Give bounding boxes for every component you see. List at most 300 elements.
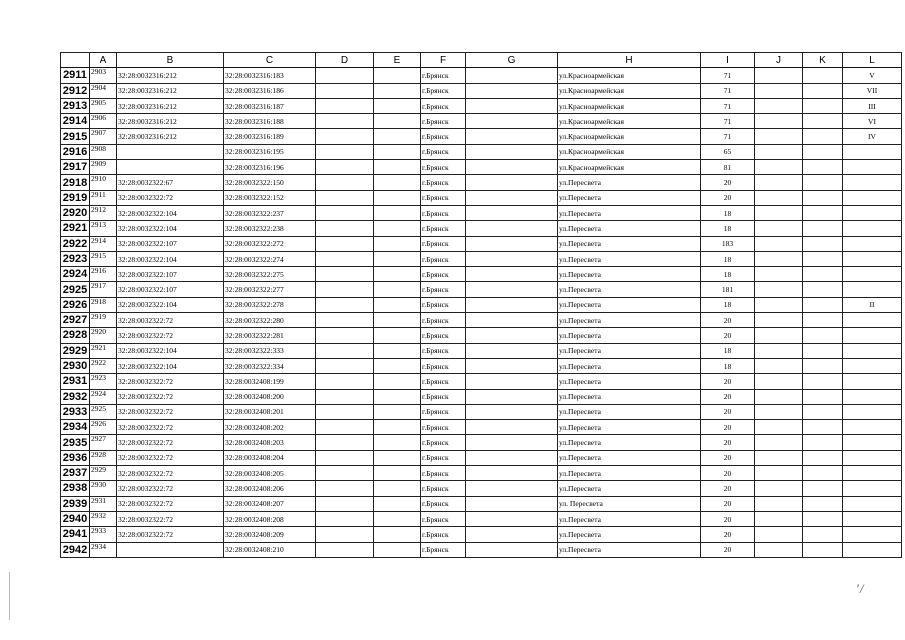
row-number[interactable]: 2939	[61, 496, 90, 511]
cell-i[interactable]: 81	[701, 160, 755, 175]
cell-f[interactable]: г.Брянск	[421, 68, 466, 83]
cell-h[interactable]: ул.Красноармейская	[558, 144, 701, 159]
cell-g[interactable]	[466, 328, 558, 343]
cell-f[interactable]: г.Брянск	[421, 542, 466, 557]
cell-f[interactable]: г.Брянск	[421, 236, 466, 251]
cell-i[interactable]: 20	[701, 389, 755, 404]
cell-j[interactable]	[755, 129, 803, 144]
cell-d[interactable]	[316, 420, 374, 435]
cell-d[interactable]	[316, 68, 374, 83]
cell-g[interactable]	[466, 358, 558, 373]
cell-a[interactable]: 2920	[90, 328, 117, 343]
cell-i[interactable]: 18	[701, 251, 755, 266]
cell-d[interactable]	[316, 144, 374, 159]
row-number[interactable]: 2913	[61, 98, 90, 113]
cell-k[interactable]	[803, 175, 843, 190]
row-number[interactable]: 2931	[61, 374, 90, 389]
cell-c[interactable]: 32:28:0032408:209	[224, 527, 316, 542]
cell-i[interactable]: 20	[701, 435, 755, 450]
cell-h[interactable]: ул.Пересвета	[558, 297, 701, 312]
cell-h[interactable]: ул.Пересвета	[558, 450, 701, 465]
cell-d[interactable]	[316, 221, 374, 236]
cell-a[interactable]: 2928	[90, 450, 117, 465]
cell-k[interactable]	[803, 297, 843, 312]
cell-b[interactable]	[117, 160, 224, 175]
cell-k[interactable]	[803, 144, 843, 159]
cell-l[interactable]	[843, 282, 902, 297]
cell-l[interactable]	[843, 343, 902, 358]
cell-i[interactable]: 20	[701, 374, 755, 389]
cell-e[interactable]	[374, 236, 421, 251]
cell-l[interactable]	[843, 313, 902, 328]
cell-e[interactable]	[374, 466, 421, 481]
cell-g[interactable]	[466, 190, 558, 205]
row-number[interactable]: 2925	[61, 282, 90, 297]
cell-f[interactable]: г.Брянск	[421, 83, 466, 98]
cell-b[interactable]: 32:28:0032322:72	[117, 313, 224, 328]
cell-a[interactable]: 2912	[90, 205, 117, 220]
cell-e[interactable]	[374, 511, 421, 526]
cell-k[interactable]	[803, 221, 843, 236]
cell-g[interactable]	[466, 450, 558, 465]
cell-g[interactable]	[466, 343, 558, 358]
cell-h[interactable]: ул.Пересвета	[558, 221, 701, 236]
cell-k[interactable]	[803, 374, 843, 389]
cell-e[interactable]	[374, 175, 421, 190]
cell-c[interactable]: 32:28:0032322:238	[224, 221, 316, 236]
row-number[interactable]: 2932	[61, 389, 90, 404]
cell-j[interactable]	[755, 236, 803, 251]
cell-e[interactable]	[374, 297, 421, 312]
cell-h[interactable]: ул.Пересвета	[558, 466, 701, 481]
cell-e[interactable]	[374, 313, 421, 328]
cell-l[interactable]	[843, 542, 902, 557]
cell-e[interactable]	[374, 435, 421, 450]
cell-c[interactable]: 32:28:0032322:274	[224, 251, 316, 266]
cell-j[interactable]	[755, 251, 803, 266]
column-header-e[interactable]: E	[374, 53, 421, 68]
cell-l[interactable]	[843, 205, 902, 220]
cell-h[interactable]: ул.Пересвета	[558, 313, 701, 328]
cell-b[interactable]: 32:28:0032316:212	[117, 68, 224, 83]
cell-f[interactable]: г.Брянск	[421, 175, 466, 190]
row-number[interactable]: 2933	[61, 404, 90, 419]
cell-j[interactable]	[755, 374, 803, 389]
cell-b[interactable]: 32:28:0032322:104	[117, 251, 224, 266]
cell-d[interactable]	[316, 251, 374, 266]
cell-j[interactable]	[755, 450, 803, 465]
cell-f[interactable]: г.Брянск	[421, 282, 466, 297]
cell-l[interactable]: II	[843, 297, 902, 312]
cell-c[interactable]: 32:28:0032322:152	[224, 190, 316, 205]
cell-h[interactable]: ул.Пересвета	[558, 236, 701, 251]
cell-l[interactable]	[843, 466, 902, 481]
cell-c[interactable]: 32:28:0032322:334	[224, 358, 316, 373]
cell-g[interactable]	[466, 160, 558, 175]
row-number[interactable]: 2929	[61, 343, 90, 358]
cell-d[interactable]	[316, 511, 374, 526]
cell-i[interactable]: 18	[701, 343, 755, 358]
column-header-d[interactable]: D	[316, 53, 374, 68]
cell-h[interactable]: ул.Пересвета	[558, 420, 701, 435]
cell-e[interactable]	[374, 267, 421, 282]
cell-i[interactable]: 18	[701, 358, 755, 373]
cell-e[interactable]	[374, 68, 421, 83]
cell-a[interactable]: 2918	[90, 297, 117, 312]
cell-h[interactable]: ул.Пересвета	[558, 389, 701, 404]
cell-c[interactable]: 32:28:0032316:183	[224, 68, 316, 83]
cell-e[interactable]	[374, 527, 421, 542]
corner-cell[interactable]	[61, 53, 90, 68]
cell-e[interactable]	[374, 343, 421, 358]
cell-l[interactable]	[843, 358, 902, 373]
cell-b[interactable]: 32:28:0032316:212	[117, 83, 224, 98]
cell-d[interactable]	[316, 466, 374, 481]
cell-c[interactable]: 32:28:0032322:275	[224, 267, 316, 282]
cell-c[interactable]: 32:28:0032316:195	[224, 144, 316, 159]
cell-f[interactable]: г.Брянск	[421, 389, 466, 404]
cell-h[interactable]: ул.Красноармейская	[558, 160, 701, 175]
column-header-g[interactable]: G	[466, 53, 558, 68]
cell-b[interactable]	[117, 144, 224, 159]
cell-k[interactable]	[803, 404, 843, 419]
cell-c[interactable]: 32:28:0032408:208	[224, 511, 316, 526]
cell-c[interactable]: 32:28:0032408:210	[224, 542, 316, 557]
cell-a[interactable]: 2914	[90, 236, 117, 251]
row-number[interactable]: 2922	[61, 236, 90, 251]
cell-g[interactable]	[466, 236, 558, 251]
column-header-i[interactable]: I	[701, 53, 755, 68]
cell-h[interactable]: ул. Пересвета	[558, 496, 701, 511]
cell-i[interactable]: 65	[701, 144, 755, 159]
column-header-b[interactable]: B	[117, 53, 224, 68]
cell-i[interactable]: 71	[701, 98, 755, 113]
cell-c[interactable]: 32:28:0032408:200	[224, 389, 316, 404]
cell-f[interactable]: г.Брянск	[421, 190, 466, 205]
cell-j[interactable]	[755, 542, 803, 557]
cell-i[interactable]: 18	[701, 297, 755, 312]
row-number[interactable]: 2915	[61, 129, 90, 144]
column-header-c[interactable]: C	[224, 53, 316, 68]
cell-g[interactable]	[466, 175, 558, 190]
cell-h[interactable]: ул.Красноармейская	[558, 129, 701, 144]
cell-j[interactable]	[755, 205, 803, 220]
cell-i[interactable]: 20	[701, 404, 755, 419]
cell-k[interactable]	[803, 251, 843, 266]
cell-e[interactable]	[374, 450, 421, 465]
cell-b[interactable]: 32:28:0032322:104	[117, 343, 224, 358]
cell-f[interactable]: г.Брянск	[421, 160, 466, 175]
cell-b[interactable]: 32:28:0032322:72	[117, 466, 224, 481]
row-number[interactable]: 2928	[61, 328, 90, 343]
cell-k[interactable]	[803, 542, 843, 557]
cell-f[interactable]: г.Брянск	[421, 205, 466, 220]
cell-f[interactable]: г.Брянск	[421, 297, 466, 312]
row-number[interactable]: 2926	[61, 297, 90, 312]
cell-c[interactable]: 32:28:0032316:187	[224, 98, 316, 113]
cell-b[interactable]: 32:28:0032322:72	[117, 404, 224, 419]
row-number[interactable]: 2911	[61, 68, 90, 83]
cell-h[interactable]: ул.Пересвета	[558, 435, 701, 450]
cell-g[interactable]	[466, 389, 558, 404]
column-header-f[interactable]: F	[421, 53, 466, 68]
row-number[interactable]: 2920	[61, 205, 90, 220]
cell-b[interactable]: 32:28:0032322:104	[117, 221, 224, 236]
row-number[interactable]: 2938	[61, 481, 90, 496]
cell-d[interactable]	[316, 542, 374, 557]
cell-j[interactable]	[755, 282, 803, 297]
cell-g[interactable]	[466, 297, 558, 312]
cell-g[interactable]	[466, 435, 558, 450]
cell-c[interactable]: 32:28:0032322:272	[224, 236, 316, 251]
cell-j[interactable]	[755, 404, 803, 419]
cell-l[interactable]	[843, 481, 902, 496]
cell-g[interactable]	[466, 251, 558, 266]
cell-a[interactable]: 2922	[90, 358, 117, 373]
cell-d[interactable]	[316, 358, 374, 373]
cell-e[interactable]	[374, 389, 421, 404]
cell-k[interactable]	[803, 236, 843, 251]
cell-c[interactable]: 32:28:0032322:237	[224, 205, 316, 220]
cell-l[interactable]	[843, 144, 902, 159]
row-number[interactable]: 2917	[61, 160, 90, 175]
cell-k[interactable]	[803, 98, 843, 113]
cell-f[interactable]: г.Брянск	[421, 450, 466, 465]
cell-f[interactable]: г.Брянск	[421, 527, 466, 542]
cell-h[interactable]: ул.Пересвета	[558, 251, 701, 266]
row-number[interactable]: 2940	[61, 511, 90, 526]
cell-f[interactable]: г.Брянск	[421, 251, 466, 266]
cell-b[interactable]	[117, 542, 224, 557]
cell-f[interactable]: г.Брянск	[421, 496, 466, 511]
column-header-h[interactable]: H	[558, 53, 701, 68]
cell-b[interactable]: 32:28:0032322:104	[117, 205, 224, 220]
cell-j[interactable]	[755, 313, 803, 328]
cell-d[interactable]	[316, 98, 374, 113]
cell-i[interactable]: 181	[701, 282, 755, 297]
cell-f[interactable]: г.Брянск	[421, 98, 466, 113]
cell-k[interactable]	[803, 496, 843, 511]
cell-d[interactable]	[316, 374, 374, 389]
cell-g[interactable]	[466, 420, 558, 435]
cell-a[interactable]: 2927	[90, 435, 117, 450]
cell-k[interactable]	[803, 83, 843, 98]
cell-i[interactable]: 18	[701, 267, 755, 282]
cell-c[interactable]: 32:28:0032316:188	[224, 114, 316, 129]
cell-l[interactable]	[843, 496, 902, 511]
cell-e[interactable]	[374, 358, 421, 373]
column-header-a[interactable]: A	[90, 53, 117, 68]
cell-i[interactable]: 20	[701, 328, 755, 343]
cell-b[interactable]: 32:28:0032322:104	[117, 297, 224, 312]
cell-j[interactable]	[755, 221, 803, 236]
cell-c[interactable]: 32:28:0032316:186	[224, 83, 316, 98]
cell-l[interactable]	[843, 190, 902, 205]
cell-h[interactable]: ул.Пересвета	[558, 343, 701, 358]
cell-l[interactable]	[843, 236, 902, 251]
cell-d[interactable]	[316, 129, 374, 144]
cell-l[interactable]: IV	[843, 129, 902, 144]
cell-i[interactable]: 20	[701, 190, 755, 205]
cell-l[interactable]	[843, 420, 902, 435]
row-number[interactable]: 2936	[61, 450, 90, 465]
cell-k[interactable]	[803, 527, 843, 542]
cell-k[interactable]	[803, 313, 843, 328]
cell-f[interactable]: г.Брянск	[421, 144, 466, 159]
cell-l[interactable]: VI	[843, 114, 902, 129]
cell-k[interactable]	[803, 267, 843, 282]
column-header-j[interactable]: J	[755, 53, 803, 68]
cell-e[interactable]	[374, 542, 421, 557]
cell-j[interactable]	[755, 160, 803, 175]
cell-c[interactable]: 32:28:0032408:203	[224, 435, 316, 450]
cell-d[interactable]	[316, 83, 374, 98]
cell-k[interactable]	[803, 389, 843, 404]
cell-c[interactable]: 32:28:0032408:207	[224, 496, 316, 511]
row-number[interactable]: 2916	[61, 144, 90, 159]
cell-d[interactable]	[316, 343, 374, 358]
cell-b[interactable]: 32:28:0032322:72	[117, 328, 224, 343]
cell-k[interactable]	[803, 420, 843, 435]
cell-i[interactable]: 20	[701, 481, 755, 496]
cell-g[interactable]	[466, 98, 558, 113]
cell-g[interactable]	[466, 527, 558, 542]
cell-e[interactable]	[374, 83, 421, 98]
cell-b[interactable]: 32:28:0032322:72	[117, 389, 224, 404]
cell-c[interactable]: 32:28:0032322:333	[224, 343, 316, 358]
cell-j[interactable]	[755, 420, 803, 435]
cell-e[interactable]	[374, 205, 421, 220]
cell-j[interactable]	[755, 511, 803, 526]
cell-c[interactable]: 32:28:0032408:204	[224, 450, 316, 465]
cell-h[interactable]: ул.Красноармейская	[558, 68, 701, 83]
cell-b[interactable]: 32:28:0032322:72	[117, 481, 224, 496]
cell-i[interactable]: 20	[701, 542, 755, 557]
cell-e[interactable]	[374, 190, 421, 205]
cell-j[interactable]	[755, 175, 803, 190]
cell-d[interactable]	[316, 236, 374, 251]
cell-g[interactable]	[466, 374, 558, 389]
cell-k[interactable]	[803, 435, 843, 450]
cell-d[interactable]	[316, 282, 374, 297]
cell-h[interactable]: ул.Пересвета	[558, 267, 701, 282]
cell-a[interactable]: 2903	[90, 68, 117, 83]
cell-i[interactable]: 20	[701, 420, 755, 435]
cell-b[interactable]: 32:28:0032322:72	[117, 420, 224, 435]
cell-l[interactable]	[843, 527, 902, 542]
cell-i[interactable]: 18	[701, 221, 755, 236]
cell-g[interactable]	[466, 114, 558, 129]
row-number[interactable]: 2941	[61, 527, 90, 542]
row-number[interactable]: 2918	[61, 175, 90, 190]
cell-a[interactable]: 2909	[90, 160, 117, 175]
cell-j[interactable]	[755, 190, 803, 205]
cell-l[interactable]	[843, 435, 902, 450]
cell-b[interactable]: 32:28:0032322:107	[117, 236, 224, 251]
cell-f[interactable]: г.Брянск	[421, 374, 466, 389]
cell-l[interactable]	[843, 328, 902, 343]
cell-j[interactable]	[755, 527, 803, 542]
cell-a[interactable]: 2908	[90, 144, 117, 159]
cell-d[interactable]	[316, 114, 374, 129]
cell-l[interactable]	[843, 511, 902, 526]
cell-i[interactable]: 18	[701, 205, 755, 220]
cell-e[interactable]	[374, 328, 421, 343]
row-number[interactable]: 2919	[61, 190, 90, 205]
cell-h[interactable]: ул.Пересвета	[558, 358, 701, 373]
cell-k[interactable]	[803, 343, 843, 358]
cell-f[interactable]: г.Брянск	[421, 435, 466, 450]
cell-k[interactable]	[803, 160, 843, 175]
column-header-k[interactable]: K	[803, 53, 843, 68]
cell-j[interactable]	[755, 328, 803, 343]
cell-c[interactable]: 32:28:0032322:277	[224, 282, 316, 297]
cell-d[interactable]	[316, 328, 374, 343]
cell-j[interactable]	[755, 83, 803, 98]
cell-j[interactable]	[755, 297, 803, 312]
cell-l[interactable]: VII	[843, 83, 902, 98]
cell-f[interactable]: г.Брянск	[421, 481, 466, 496]
cell-a[interactable]: 2925	[90, 404, 117, 419]
cell-k[interactable]	[803, 190, 843, 205]
row-number[interactable]: 2937	[61, 466, 90, 481]
cell-f[interactable]: г.Брянск	[421, 328, 466, 343]
cell-j[interactable]	[755, 267, 803, 282]
cell-e[interactable]	[374, 114, 421, 129]
cell-a[interactable]: 2913	[90, 221, 117, 236]
cell-e[interactable]	[374, 98, 421, 113]
cell-b[interactable]: 32:28:0032316:212	[117, 129, 224, 144]
cell-h[interactable]: ул.Пересвета	[558, 404, 701, 419]
cell-g[interactable]	[466, 83, 558, 98]
cell-e[interactable]	[374, 144, 421, 159]
row-number[interactable]: 2914	[61, 114, 90, 129]
cell-a[interactable]: 2915	[90, 251, 117, 266]
cell-c[interactable]: 32:28:0032322:150	[224, 175, 316, 190]
cell-b[interactable]: 32:28:0032322:107	[117, 282, 224, 297]
cell-c[interactable]: 32:28:0032316:196	[224, 160, 316, 175]
cell-h[interactable]: ул.Пересвета	[558, 542, 701, 557]
cell-g[interactable]	[466, 129, 558, 144]
cell-k[interactable]	[803, 466, 843, 481]
cell-h[interactable]: ул.Пересвета	[558, 190, 701, 205]
cell-j[interactable]	[755, 144, 803, 159]
cell-h[interactable]: ул.Красноармейская	[558, 114, 701, 129]
cell-g[interactable]	[466, 221, 558, 236]
cell-f[interactable]: г.Брянск	[421, 404, 466, 419]
cell-j[interactable]	[755, 343, 803, 358]
cell-i[interactable]: 20	[701, 496, 755, 511]
cell-f[interactable]: г.Брянск	[421, 466, 466, 481]
cell-c[interactable]: 32:28:0032408:206	[224, 481, 316, 496]
cell-l[interactable]	[843, 175, 902, 190]
cell-e[interactable]	[374, 404, 421, 419]
cell-c[interactable]: 32:28:0032322:278	[224, 297, 316, 312]
cell-i[interactable]: 71	[701, 114, 755, 129]
cell-g[interactable]	[466, 205, 558, 220]
cell-g[interactable]	[466, 466, 558, 481]
cell-l[interactable]	[843, 450, 902, 465]
cell-e[interactable]	[374, 496, 421, 511]
cell-e[interactable]	[374, 420, 421, 435]
cell-g[interactable]	[466, 542, 558, 557]
cell-a[interactable]: 2932	[90, 511, 117, 526]
row-number[interactable]: 2935	[61, 435, 90, 450]
cell-d[interactable]	[316, 481, 374, 496]
cell-h[interactable]: ул.Пересвета	[558, 527, 701, 542]
cell-b[interactable]: 32:28:0032322:72	[117, 527, 224, 542]
cell-a[interactable]: 2919	[90, 313, 117, 328]
